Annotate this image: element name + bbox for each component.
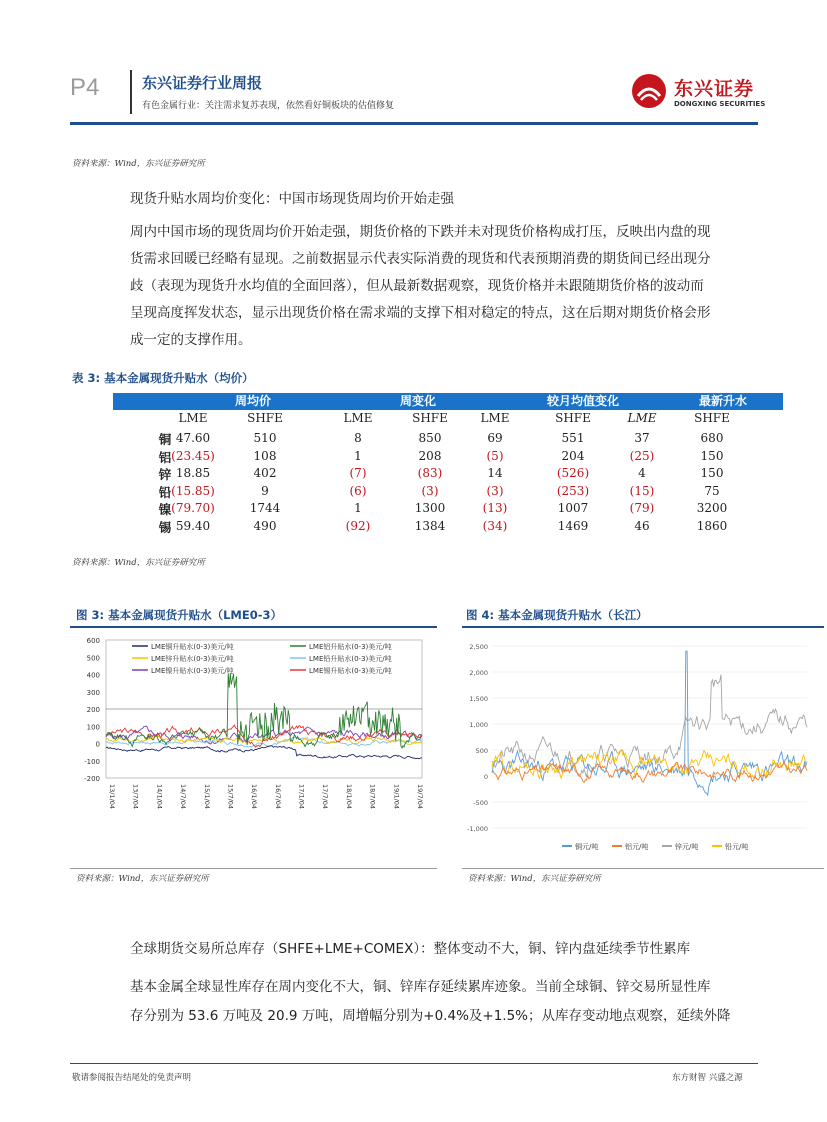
table-cell: (15): [629, 483, 655, 498]
table-cell: 680: [700, 431, 724, 445]
y-tick-label: 400: [86, 671, 100, 680]
x-tick-label: 18/7/04: [368, 784, 377, 810]
legend-label: LME锡升贴水(0-3)美元/吨: [309, 667, 392, 675]
table-cell: 14: [487, 466, 503, 481]
changjiang-spread-chart: [462, 628, 824, 866]
x-tick-label: 13/7/04: [131, 784, 140, 810]
table-cell: 18.85: [175, 466, 211, 481]
x-tick-label: 17/7/04: [321, 784, 330, 810]
y-tick-label: 500: [86, 654, 100, 663]
table-title: 表 3: 基本金属现货升贴水（均价）: [72, 371, 254, 385]
table-cell: (79.70): [171, 501, 215, 516]
y-tick-label: 200: [86, 706, 100, 714]
table-cell: 1300: [414, 501, 446, 516]
page-number: P4: [70, 74, 100, 101]
table-cell: 850: [418, 431, 442, 445]
column-group-header: 周变化: [399, 394, 436, 408]
legend-label: 锌元/吨: [675, 843, 699, 851]
section-heading: 现货升贴水周均价变化：中国市场现货周均价开始走强: [130, 191, 454, 207]
y-tick-label: -1,000: [467, 825, 488, 833]
row-metal-label: 锡: [158, 520, 172, 535]
table-cell: 1: [354, 448, 362, 463]
table-cell: (92): [345, 519, 371, 533]
body-line: 歧（表现为现货升水均值的全面回落），但从最新数据观察，现货价格并未跟随期货价格的波动而: [130, 278, 704, 294]
table-header: [113, 393, 783, 410]
legend-label: 铜元/吨: [575, 843, 599, 851]
y-tick-label: 300: [86, 688, 100, 697]
table-cell: 9: [261, 483, 269, 498]
logo-text-cn: 东兴证券: [674, 78, 755, 100]
table-cell: (5): [486, 448, 504, 463]
body-line: 呈现高度挥发状态，显示出现货价格在需求端的支撑下相对稳定的特点，这在后期对期货价格会形: [130, 305, 711, 321]
body-line: 周内中国市场的现货周均价开始走强，期货价格的下跌并未对现货价格构成打压，反映出内盘的现: [130, 224, 711, 240]
y-tick-label: 100: [86, 723, 100, 732]
body-line: 基本金属全球显性库存在周内变化不大，铜、锌库存延续累库迹象。当前全球铜、锌交易所显性库: [130, 979, 711, 995]
legend-label: LME铜升贴水(0-3)美元/吨: [151, 643, 234, 651]
column-group-header: 最新升水: [698, 394, 747, 408]
table-cell: 108: [253, 448, 277, 463]
column-subheader: LME: [178, 411, 208, 425]
body-line: 货需求回暖已经略有显现。之前数据显示代表实际消费的现货和代表预期消费的期货间已经出现分: [130, 251, 711, 267]
table-cell: 150: [700, 466, 724, 481]
table-cell: (526): [556, 466, 590, 481]
table-cell: 75: [704, 483, 720, 498]
table-cell: (25): [629, 448, 655, 463]
header-divider: [130, 70, 132, 114]
table-cell: 490: [253, 519, 277, 533]
section-heading: 全球期货交易所总库存（SHFE+LME+COMEX）：整体变动不大，铜、锌内盘延续季节性累库: [130, 941, 691, 957]
y-tick-label: -500: [473, 799, 488, 807]
table-cell: 551: [561, 431, 585, 445]
table-cell: 46: [634, 519, 650, 533]
row-metal-label: 铜: [158, 432, 172, 447]
y-tick-label: -100: [84, 757, 100, 766]
y-tick-label: 1,500: [469, 695, 488, 703]
y-tick-label: 1,000: [469, 721, 488, 729]
x-tick-label: 14/1/04: [155, 784, 164, 810]
table-cell: (34): [482, 519, 508, 533]
body-line: 成一定的支撑作用。: [130, 332, 252, 348]
source-note: 资料来源：Wind，东兴证券研究所: [72, 159, 205, 169]
table-cell: (7): [349, 466, 367, 481]
x-tick-label: 16/1/04: [250, 784, 259, 810]
table-cell: 1007: [557, 501, 589, 516]
source-note: 资料来源：Wind，东兴证券研究所: [72, 558, 205, 568]
legend-label: LME铅升贴水(0-3)美元/吨: [309, 655, 392, 663]
table-cell: 69: [487, 431, 503, 445]
row-metal-label: 铅: [158, 484, 172, 500]
row-metal-label: 铝: [158, 449, 172, 465]
footer-slogan: 东方财智 兴盛之源: [672, 1073, 743, 1083]
column-subheader: LME: [480, 411, 510, 425]
table-cell: 8: [354, 431, 362, 445]
table-cell: (23.45): [171, 448, 215, 463]
company-logo-icon: [632, 74, 666, 108]
column-subheader: LME: [343, 411, 373, 425]
column-subheader: SHFE: [555, 411, 591, 425]
table-cell: 1384: [414, 519, 446, 533]
table-cell: 37: [634, 431, 650, 445]
series-line: [106, 673, 422, 748]
x-tick-label: 15/7/04: [226, 784, 235, 810]
table-cell: 1744: [249, 501, 281, 516]
table-cell: 1860: [696, 519, 728, 533]
table-cell: (253): [556, 483, 590, 498]
table-cell: 150: [700, 448, 724, 463]
column-group-header: 周均价: [234, 394, 271, 408]
table-cell: (79): [629, 501, 655, 516]
body-line: 存分别为 53.6 万吨及 20.9 万吨，周增幅分别为+0.4%及+1.5%；从库存变动地点观察，延续外降: [130, 1008, 731, 1024]
y-tick-label: 0: [95, 740, 100, 749]
legend-label: LME镍升贴水(0-3)美元/吨: [151, 667, 234, 675]
y-tick-label: 0: [483, 773, 488, 781]
table-cell: 204: [561, 448, 585, 463]
source-note: 资料来源：Wind，东兴证券研究所: [468, 874, 601, 884]
row-metal-label: 锌: [158, 467, 172, 483]
series-line: [106, 746, 422, 759]
table-cell: 510: [253, 431, 277, 445]
report-title: 东兴证券行业周报: [142, 74, 263, 92]
lme-spread-chart: [70, 628, 437, 866]
source-note: 资料来源：Wind，东兴证券研究所: [76, 874, 209, 884]
table-cell: 3200: [696, 501, 728, 516]
x-tick-label: 15/1/04: [202, 784, 211, 810]
y-tick-label: 500: [475, 747, 488, 755]
legend-label: LME铝升贴水(0-3)美元/吨: [309, 643, 392, 651]
table-cell: 4: [638, 466, 646, 481]
figure-title: 图 4: 基本金属现货升贴水（长江）: [466, 608, 648, 622]
x-tick-label: 14/7/04: [179, 784, 188, 810]
table-cell: (3): [421, 483, 439, 498]
table-cell: 402: [253, 466, 277, 481]
column-subheader: LME: [627, 411, 657, 425]
footer-rule: [70, 1063, 758, 1064]
series-line: [492, 675, 807, 777]
x-tick-label: 17/1/04: [297, 784, 306, 810]
table-cell: 208: [418, 448, 442, 463]
x-tick-label: 19/7/04: [416, 784, 424, 810]
y-tick-label: -200: [84, 775, 100, 783]
x-tick-label: 16/7/04: [273, 784, 282, 810]
table-cell: 1: [354, 501, 362, 516]
x-tick-label: 18/1/04: [344, 784, 353, 810]
table-cell: 47.60: [175, 431, 211, 445]
header-rule: [70, 122, 758, 125]
disclaimer-note: 敬请参阅报告结尾处的免责声明: [72, 1073, 192, 1083]
logo-text-en: DONGXING SECURITIES: [674, 100, 766, 108]
legend-label: 铝元/吨: [625, 843, 649, 851]
column-subheader: SHFE: [694, 411, 730, 425]
y-tick-label: 2,000: [469, 669, 488, 677]
table-cell: (13): [482, 501, 508, 516]
column-subheader: SHFE: [412, 411, 448, 425]
row-metal-label: 镍: [158, 502, 172, 518]
y-tick-label: 600: [86, 637, 100, 645]
figure-title: 图 3: 基本金属现货升贴水（LME0-3）: [76, 608, 283, 622]
figure4-frame: [462, 626, 824, 869]
table-cell: (6): [349, 483, 367, 498]
table-cell: 59.40: [175, 519, 211, 533]
column-subheader: SHFE: [247, 411, 283, 425]
table-cell: 1469: [557, 519, 589, 533]
y-tick-label: 2,500: [469, 643, 488, 651]
x-tick-label: 13/1/04: [108, 784, 116, 810]
legend-label: LME锌升贴水(0-3)美元/吨: [151, 655, 234, 663]
section-body: [130, 219, 758, 354]
figure3-frame: [70, 626, 437, 869]
x-tick-label: 19/1/04: [392, 784, 401, 810]
section-body: [130, 973, 758, 1031]
legend-label: 铅元/吨: [725, 843, 749, 851]
table-cell: (83): [417, 466, 443, 481]
table-cell: (3): [486, 483, 504, 498]
table-cell: (15.85): [171, 483, 215, 498]
column-group-header: 较月均值变化: [546, 394, 619, 408]
report-subtitle: 有色金属行业：关注需求复苏表现，依然看好铜板块的估值修复: [142, 101, 395, 111]
